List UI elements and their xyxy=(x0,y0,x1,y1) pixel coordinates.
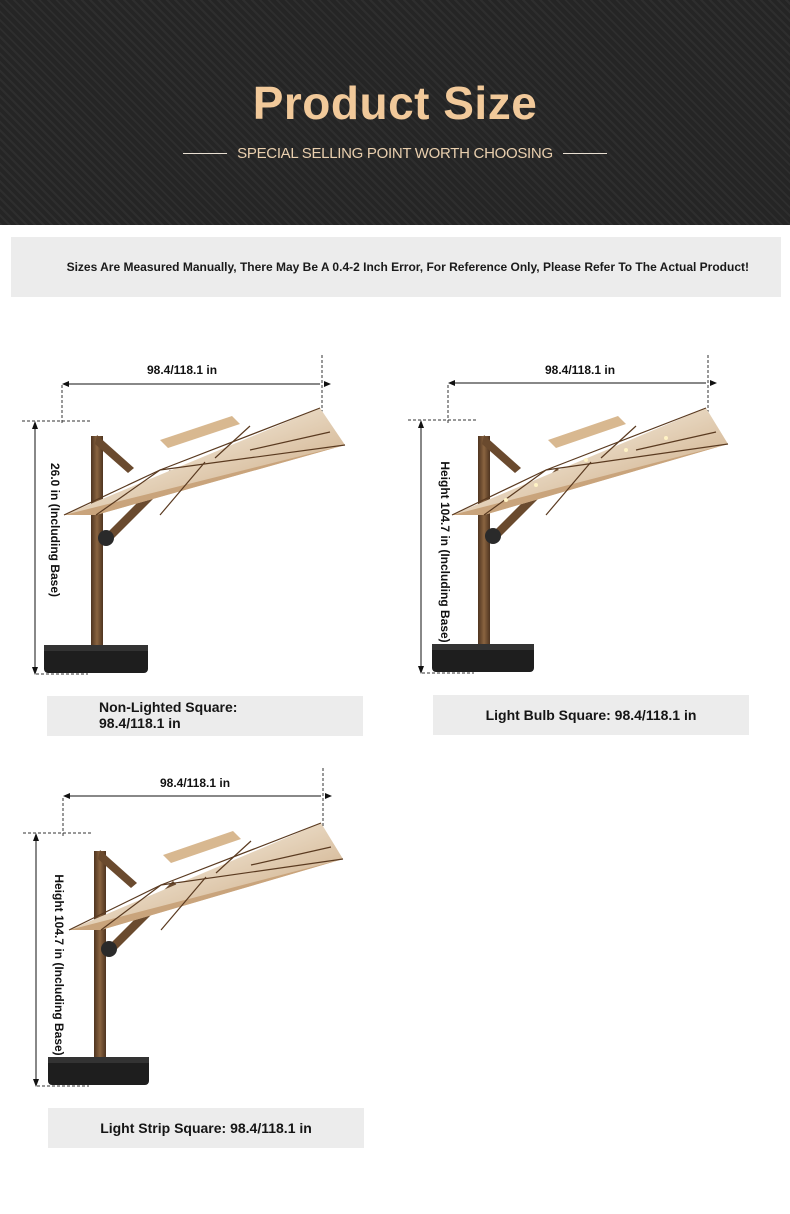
subtitle-left-rule xyxy=(183,153,227,154)
subtitle-right-rule xyxy=(563,153,607,154)
caption-line-2: 98.4/118.1 in xyxy=(99,715,181,731)
header-banner xyxy=(0,0,790,225)
height-label: Height 104.7 in (Including Base) xyxy=(52,874,66,1056)
width-label: 98.4/118.1 in xyxy=(544,363,616,377)
umbrella-diagram-light-strip xyxy=(1,753,361,1098)
umbrella-illustration xyxy=(48,823,343,1085)
caption-non-lighted xyxy=(47,696,363,736)
umbrella-diagram-light-bulb xyxy=(386,340,746,685)
caption-line-1: Non-Lighted Square: xyxy=(99,699,238,715)
caption-light-strip xyxy=(48,1108,364,1148)
umbrella-illustration xyxy=(432,408,728,672)
width-label: 98.4/118.1 in xyxy=(146,363,218,377)
height-label: 26.0 in (Including Base) xyxy=(48,462,62,598)
notice-text: Sizes Are Measured Manually, There May Be A 0.4-2 Inch Error, For Reference Only, Please Refer To The Actual Product! xyxy=(66,260,749,274)
page-title: Product Size xyxy=(252,77,538,129)
caption-text: Light Strip Square: 98.4/118.1 in xyxy=(100,1120,312,1136)
caption-text: Light Bulb Square: 98.4/118.1 in xyxy=(485,707,697,723)
umbrella-illustration xyxy=(44,408,345,673)
subtitle-row xyxy=(0,142,790,164)
page-subtitle: SPECIAL SELLING POINT WORTH CHOOSING xyxy=(237,144,553,162)
width-label: 98.4/118.1 in xyxy=(159,776,231,790)
umbrella-diagram-non-lighted xyxy=(0,340,360,685)
measurement-notice xyxy=(11,237,781,297)
caption-light-bulb xyxy=(433,695,749,735)
height-label: Height 104.7 in (Including Base) xyxy=(438,461,452,643)
